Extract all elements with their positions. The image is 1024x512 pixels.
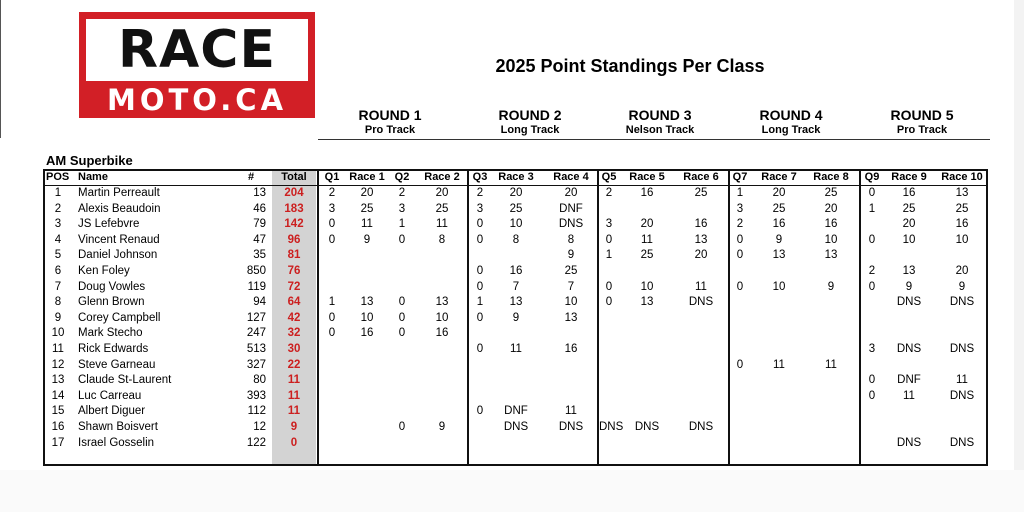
table-cell: DNS (949, 389, 975, 402)
table-cell: Luc Carreau (78, 389, 142, 402)
table-cell: 20 (435, 187, 449, 199)
table-cell: 0 (736, 358, 744, 371)
table-cell: 10 (824, 233, 838, 246)
table-cell: 25 (640, 249, 654, 262)
table-cell: 127 (246, 311, 266, 324)
round-name: ROUND 5 (890, 107, 954, 123)
table-cell: 1 (398, 218, 406, 231)
table-cell: 79 (253, 218, 266, 231)
table-cell: DNS (688, 296, 714, 309)
column-divider (467, 169, 469, 466)
table-cell: 0 (398, 327, 406, 340)
column-divider (317, 169, 319, 466)
table-cell: 0 (868, 389, 876, 402)
table-cell: 10 (360, 311, 374, 324)
table-cell: 20 (509, 187, 523, 199)
table-cell: 25 (435, 202, 449, 215)
table-cell: 6 (54, 265, 62, 277)
table-cell: DNF (897, 374, 921, 387)
table-cell: DNS (558, 421, 584, 433)
table-cell: 9 (827, 280, 835, 293)
table-cell: 3 (605, 218, 613, 231)
page-bottom-shade (0, 470, 1024, 512)
column-header: Total (281, 171, 307, 183)
table-cell: 25 (564, 265, 578, 277)
column-header: Race 8 (813, 171, 849, 183)
table-cell: 16 (772, 218, 786, 231)
round-track: Long Track (761, 124, 821, 136)
table-cell: 3 (328, 202, 336, 215)
table-cell: DNS (688, 421, 714, 433)
table-cell: 16 (955, 218, 969, 231)
page-title: 2025 Point Standings Per Class (495, 56, 765, 76)
round-header (460, 107, 600, 138)
table-cell: 80 (253, 374, 266, 387)
table-cell: 2 (398, 187, 406, 199)
table-cell: 10 (772, 280, 786, 293)
table-cell: 13 (955, 187, 969, 199)
table-cell: 10 (640, 280, 654, 293)
table-cell: 9 (363, 233, 371, 246)
table-cell: 25 (360, 202, 374, 215)
table-cell: 2 (736, 218, 744, 231)
table-cell: 2 (605, 187, 613, 199)
table-cell: 11 (436, 218, 448, 231)
table-cell: Steve Garneau (78, 358, 156, 371)
table-cell: 20 (902, 218, 916, 231)
table-cell: DNS (503, 421, 529, 433)
table-cell: 22 (287, 358, 301, 371)
column-header: Q2 (394, 171, 410, 183)
table-cell: Claude St-Laurent (78, 374, 172, 387)
table-cell: 7 (567, 280, 575, 293)
table-cell: 11 (773, 358, 785, 371)
table-cell: 13 (772, 249, 786, 262)
table-cell: 2 (476, 187, 484, 199)
round-header (721, 107, 861, 138)
table-cell: 9 (438, 421, 446, 433)
table-cell: 13 (253, 187, 266, 199)
table-cell: 11 (287, 374, 301, 387)
table-cell: 7 (54, 280, 62, 293)
table-cell: 14 (51, 389, 65, 402)
table-cell: 20 (824, 202, 838, 215)
table-cell: 16 (435, 327, 449, 340)
table-cell: 0 (398, 311, 406, 324)
table-cell: 0 (328, 233, 336, 246)
table-cell: 0 (868, 187, 876, 199)
table-cell: 16 (694, 218, 708, 231)
table-cell: 13 (509, 296, 523, 309)
table-cell: 7 (512, 280, 520, 293)
table-cell: 0 (476, 405, 484, 418)
table-cell: 13 (51, 374, 65, 387)
column-header: Race 10 (941, 171, 983, 183)
table-cell: 9 (958, 280, 966, 293)
column-header: Q1 (324, 171, 340, 183)
table-cell: 393 (246, 389, 266, 402)
table-cell: JS Lefebvre (78, 218, 140, 231)
table-cell: 9 (905, 280, 913, 293)
table-cell: 3 (398, 202, 406, 215)
table-cell: 25 (694, 187, 708, 199)
table-cell: 11 (565, 405, 577, 418)
logo-moto-text: MOTO.CA (106, 83, 288, 117)
table-cell: 0 (328, 311, 336, 324)
table-cell: Martin Perreault (78, 187, 160, 199)
round-track: Nelson Track (625, 124, 695, 136)
page-edge-shade (1014, 0, 1024, 512)
table-cell: 25 (824, 187, 838, 199)
round-header (590, 107, 730, 138)
table-cell: 11 (641, 233, 653, 246)
table-cell: 183 (284, 202, 304, 215)
table-cell: DNS (634, 421, 660, 433)
table-cell: 11 (903, 389, 915, 402)
table-cell: 13 (902, 265, 916, 277)
column-header: Race 7 (761, 171, 797, 183)
round-divider (318, 139, 990, 140)
racemoto-logo (79, 12, 315, 118)
table-cell: 2 (868, 265, 876, 277)
table-cell: 119 (247, 280, 266, 293)
table-cell: Shawn Boisvert (78, 421, 158, 433)
table-cell: 96 (287, 233, 301, 246)
table-cell: 1 (868, 202, 876, 215)
table-cell: 11 (510, 343, 522, 355)
table-cell: 35 (253, 249, 266, 262)
column-header: Race 2 (424, 171, 460, 183)
table-cell: 72 (287, 280, 301, 293)
table-cell: 247 (246, 327, 266, 340)
table-cell: 17 (51, 436, 65, 449)
table-cell: 13 (640, 296, 654, 309)
table-cell: 3 (476, 202, 484, 215)
table-cell: 0 (868, 233, 876, 246)
table-cell: 11 (956, 374, 968, 387)
table-cell: 0 (868, 374, 876, 387)
table-cell: 112 (247, 405, 266, 418)
table-cell: Alexis Beaudoin (78, 202, 161, 215)
table-cell: 3 (54, 218, 62, 231)
table-cell: 13 (564, 311, 578, 324)
table-cell: 11 (695, 280, 707, 293)
table-cell: 20 (640, 218, 654, 231)
table-cell: 16 (360, 327, 374, 340)
column-header: Q5 (601, 171, 617, 183)
table-cell: 0 (736, 249, 744, 262)
column-header: # (247, 171, 255, 183)
table-cell: 122 (246, 436, 266, 449)
table-cell: 25 (955, 202, 969, 215)
table-cell: 13 (824, 249, 838, 262)
table-cell: 15 (51, 405, 65, 418)
table-cell: DNS (896, 343, 922, 355)
table-cell: 12 (51, 358, 65, 371)
table-cell: Mark Stecho (78, 327, 143, 340)
table-cell: 0 (736, 233, 744, 246)
round-header (320, 107, 460, 138)
table-cell: 204 (284, 187, 304, 199)
table-cell: DNF (504, 405, 528, 418)
column-header: Q7 (732, 171, 748, 183)
table-cell: 9 (290, 421, 298, 433)
round-header (852, 107, 992, 138)
table-cell: 11 (287, 389, 301, 402)
table-cell: Vincent Renaud (78, 233, 160, 246)
table-cell: 30 (287, 343, 301, 355)
table-cell: 81 (287, 249, 301, 262)
table-cell: 10 (902, 233, 916, 246)
table-cell: 8 (567, 233, 575, 246)
table-cell: 0 (868, 280, 876, 293)
table-cell: 9 (567, 249, 575, 262)
table-cell: 0 (476, 265, 484, 277)
column-header: Q9 (864, 171, 880, 183)
table-cell: DNS (949, 436, 975, 449)
table-cell: 0 (398, 421, 406, 433)
table-cell: 0 (605, 280, 613, 293)
table-cell: Glenn Brown (78, 296, 145, 309)
table-cell: 1 (54, 187, 62, 199)
table-cell: 20 (564, 187, 578, 199)
round-name: ROUND 3 (628, 107, 692, 123)
table-cell: 76 (287, 265, 301, 277)
table-cell: 16 (564, 343, 578, 355)
table-cell: 9 (512, 311, 520, 324)
table-cell: 0 (476, 233, 484, 246)
table-cell: 0 (736, 280, 744, 293)
table-cell: 513 (246, 343, 266, 355)
table-cell: 25 (772, 202, 786, 215)
table-cell: 327 (246, 358, 266, 371)
table-cell: 10 (509, 218, 523, 231)
table-cell: 10 (564, 296, 578, 309)
table-cell: 1 (736, 187, 744, 199)
table-cell: Ken Foley (78, 265, 130, 277)
table-cell: 20 (360, 187, 374, 199)
class-title: AM Superbike (46, 153, 133, 168)
round-track: Pro Track (896, 124, 948, 136)
table-cell: DNF (559, 202, 583, 215)
table-cell: 4 (54, 233, 62, 246)
column-header: Race 9 (891, 171, 927, 183)
table-cell: 46 (253, 202, 266, 215)
table-cell: 1 (605, 249, 613, 262)
table-cell: 20 (694, 249, 708, 262)
table-cell: 16 (824, 218, 838, 231)
column-divider (859, 169, 861, 466)
column-header: Q3 (472, 171, 488, 183)
table-cell: 8 (512, 233, 520, 246)
table-cell: 8 (438, 233, 446, 246)
round-track: Long Track (500, 124, 560, 136)
table-cell: 11 (825, 358, 837, 371)
table-cell: 32 (287, 327, 301, 340)
page-edge-line (0, 0, 1, 138)
table-cell: 8 (54, 296, 62, 309)
logo-race-text: RACE (118, 20, 276, 80)
table-cell: 10 (51, 327, 65, 340)
table-cell: 5 (54, 249, 62, 262)
table-cell: DNS (949, 296, 975, 309)
table-cell: 0 (328, 327, 336, 340)
column-header: Race 3 (498, 171, 534, 183)
table-cell: 11 (361, 218, 373, 231)
table-cell: 64 (287, 296, 301, 309)
table-cell: 12 (253, 421, 266, 433)
table-cell: 3 (868, 343, 876, 355)
table-cell: 9 (54, 311, 62, 324)
table-cell: 1 (328, 296, 336, 309)
column-header: Race 5 (629, 171, 665, 183)
table-cell: 11 (52, 343, 64, 355)
table-cell: 94 (253, 296, 266, 309)
table-cell: 16 (640, 187, 654, 199)
table-cell: DNS (896, 296, 922, 309)
table-cell: Albert Diguer (78, 405, 146, 418)
table-cell: DNS (558, 218, 584, 231)
table-cell: 25 (509, 202, 523, 215)
table-cell: 0 (476, 280, 484, 293)
table-cell: 0 (605, 296, 613, 309)
column-header: Race 4 (553, 171, 589, 183)
table-cell: 9 (775, 233, 783, 246)
table-cell: 10 (435, 311, 449, 324)
column-header: POS (46, 171, 70, 183)
table-cell: DNS (949, 343, 975, 355)
table-cell: 0 (328, 218, 336, 231)
table-cell: 20 (955, 265, 969, 277)
table-cell: 20 (772, 187, 786, 199)
table-cell: 0 (476, 311, 484, 324)
table-cell: Rick Edwards (78, 343, 149, 355)
column-header: Name (78, 171, 108, 183)
round-name: ROUND 2 (498, 107, 562, 123)
table-cell: 16 (902, 187, 916, 199)
table-cell: DNS (599, 421, 624, 433)
column-header: Race 1 (349, 171, 385, 183)
table-cell: 0 (398, 233, 406, 246)
round-name: ROUND 4 (759, 107, 823, 123)
table-cell: Israel Gosselin (78, 436, 155, 449)
table-cell: 142 (284, 218, 304, 231)
table-cell: 25 (902, 202, 916, 215)
table-cell: 0 (476, 343, 484, 355)
table-cell: DNS (896, 436, 922, 449)
table-cell: 0 (398, 296, 406, 309)
table-cell: 47 (253, 233, 266, 246)
table-cell: 11 (287, 405, 301, 418)
table-cell: 2 (328, 187, 336, 199)
table-cell: Doug Vowles (78, 280, 146, 293)
table-cell: 13 (360, 296, 374, 309)
table-cell: 0 (605, 233, 613, 246)
table-cell: 10 (955, 233, 969, 246)
table-cell: Daniel Johnson (78, 249, 158, 262)
table-cell: 42 (287, 311, 301, 324)
table-cell: 850 (246, 265, 266, 277)
table-cell: 13 (435, 296, 449, 309)
table-cell: 2 (54, 202, 62, 215)
table-cell: 16 (509, 265, 523, 277)
table-cell: 0 (476, 218, 484, 231)
table-cell: 16 (51, 421, 65, 433)
round-name: ROUND 1 (358, 107, 422, 123)
table-cell: 3 (736, 202, 744, 215)
table-cell: 1 (476, 296, 484, 309)
column-header: Race 6 (683, 171, 719, 183)
table-cell: Corey Campbell (78, 311, 161, 324)
table-cell: 0 (290, 436, 298, 449)
table-cell: 13 (694, 233, 708, 246)
round-track: Pro Track (364, 124, 416, 136)
